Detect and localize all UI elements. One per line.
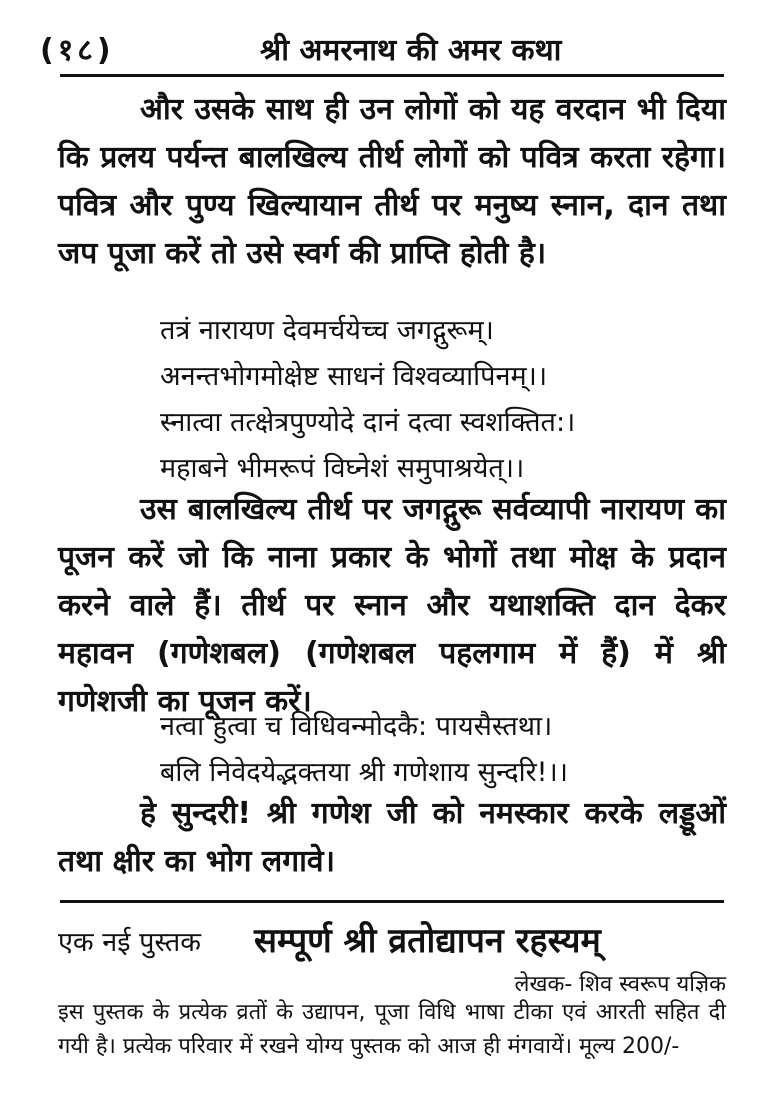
advert-book-title: सम्पूर्ण श्री व्रतोद्यापन रहस्यम् [254, 921, 601, 961]
page-header [40, 22, 740, 68]
paragraph-3: हे सुन्दरी! श्री गणेश जी को नमस्कार करके लड्डूओं तथा क्षीर का भोग लगावे। [58, 796, 726, 879]
paragraph-1: और उसके साथ ही उन लोगों को यह वरदान भी दिया कि प्रलय पर्यन्त बालखिल्य तीर्थ लोगों को पवित्र करता रहेगा। पवित्र और पुण्य खिल्यायान तीर्थ पर मनुष्य स्नान, दान तथा जप पूजा करें तो उसे स्वर्ग की प्राप्ति होती है। [58, 92, 726, 271]
verse-line: तत्रं नारायण देवमर्चयेच्च जगद्गुरूम्। [160, 315, 494, 346]
verse-line: स्नात्वा तत्क्षेत्रपुण्योदे दानं दत्वा स्वशक्तित:। [160, 407, 576, 438]
paragraph-2: उस बालखिल्य तीर्थ पर जगद्गुरू सर्वव्यापी नारायण का पूजन करें जो कि नाना प्रकार के भोगों तथा मोक्ष के प्रदान करने वाले हैं। तीर्थ पर स्नान और यथाशक्ति दान देकर महावन (गणेशबल) (गणेशबल पहलगाम में हैं) में श्री गणेशजी का पूजन करें। [58, 492, 726, 719]
verse-line: नत्वा हुत्वा च विधिवन्मोदकै: पायसैस्तथा। [160, 711, 553, 742]
advert-lead: एक नई पुस्तक [58, 927, 202, 958]
verse-line: महाबने भीमरूपं विघ्नेशं समुपाश्रयेत्।। [160, 453, 525, 484]
running-title: श्री अमरनाथ की अमर कथा [260, 33, 562, 68]
sanskrit-verse-1 [160, 308, 720, 492]
advert-author: लेखक- शिव स्वरूप यज्ञिक [514, 972, 726, 997]
footer-rule [60, 900, 724, 903]
book-advertisement [58, 910, 728, 970]
header-rule [60, 74, 724, 77]
sanskrit-verse-2 [160, 704, 720, 796]
advert-description: इस पुस्तक के प्रत्येक व्रतों के उद्यापन, पूजा विधि भाषा टीका एवं आरती सहित दी गयी है। प्रत्येक परिवार में रखने योग्य पुस्तक को आज ही मंगवायें। मूल्य 200/- [58, 1000, 726, 1059]
verse-line: बलि निवेदयेद्भक्तया श्री गणेशाय सुन्दरि!।। [160, 757, 568, 788]
verse-line: अनन्तभोगमोक्षेष्ट साधनं विश्वव्यापिनम्।। [160, 361, 548, 392]
page-number: (१८) [40, 33, 115, 68]
